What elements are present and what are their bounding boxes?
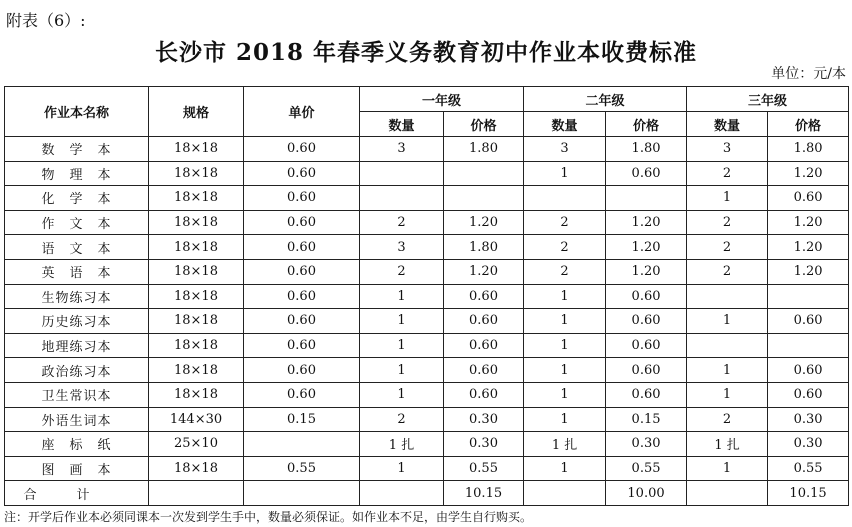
total-label: 合计 [5, 481, 149, 506]
table-row [5, 284, 849, 309]
cell-g2-price: 1.80 [606, 137, 687, 162]
cell-g3-price: 0.30 [768, 432, 849, 457]
total-g2-qty [524, 481, 606, 506]
table-row [5, 186, 849, 211]
cell-g3-price: 1.20 [768, 161, 849, 186]
cell-g2-price: 0.30 [606, 432, 687, 457]
cell-spec: 144×30 [149, 407, 244, 432]
cell-g2-price [606, 186, 687, 211]
cell-g2-qty: 1 [524, 358, 606, 383]
cell-g3-qty: 1 [687, 186, 768, 211]
cell-spec: 18×18 [149, 186, 244, 211]
cell-spec: 18×18 [149, 137, 244, 162]
total-unit-price [244, 481, 360, 506]
cell-g1-price: 0.60 [444, 333, 524, 358]
cell-unit-price: 0.60 [244, 382, 360, 407]
cell-name: 图 画 本 [5, 456, 149, 481]
cell-g1-qty: 2 [360, 210, 444, 235]
cell-g1-price: 0.60 [444, 284, 524, 309]
cell-g2-price: 0.60 [606, 284, 687, 309]
cell-g2-price: 1.20 [606, 235, 687, 260]
cell-g1-qty [360, 186, 444, 211]
cell-g1-qty: 2 [360, 259, 444, 284]
cell-g3-price [768, 333, 849, 358]
cell-g1-qty: 1 [360, 382, 444, 407]
header-spec: 规格 [149, 87, 244, 137]
table-row [5, 309, 849, 334]
header-g3-qty: 数量 [687, 112, 768, 137]
header-name: 作业本名称 [5, 87, 149, 137]
header-g3-price: 价格 [768, 112, 849, 137]
cell-g1-price [444, 186, 524, 211]
total-g3-qty [687, 481, 768, 506]
cell-g3-price: 1.80 [768, 137, 849, 162]
total-g1-price: 10.15 [444, 481, 524, 506]
cell-unit-price: 0.60 [244, 161, 360, 186]
cell-name: 政治练习本 [5, 358, 149, 383]
cell-g3-qty: 3 [687, 137, 768, 162]
cell-g2-qty: 1 [524, 309, 606, 334]
cell-name: 卫生常识本 [5, 382, 149, 407]
cell-g1-qty: 3 [360, 137, 444, 162]
cell-g2-price: 0.60 [606, 309, 687, 334]
cell-g2-price: 0.60 [606, 161, 687, 186]
cell-g1-qty: 1 扎 [360, 432, 444, 457]
cell-g3-price: 0.60 [768, 358, 849, 383]
cell-g1-price: 1.20 [444, 210, 524, 235]
cell-g1-price: 1.80 [444, 137, 524, 162]
cell-g3-price: 0.30 [768, 407, 849, 432]
table-row [5, 137, 849, 162]
cell-g1-qty: 2 [360, 407, 444, 432]
cell-g1-qty [360, 161, 444, 186]
cell-g2-price: 0.15 [606, 407, 687, 432]
cell-g1-price [444, 161, 524, 186]
cell-name: 数 学 本 [5, 137, 149, 162]
header-g2-qty: 数量 [524, 112, 606, 137]
cell-name: 外语生词本 [5, 407, 149, 432]
cell-g2-qty: 1 [524, 161, 606, 186]
cell-g3-price: 0.60 [768, 309, 849, 334]
cell-g2-qty: 3 [524, 137, 606, 162]
cell-g3-qty: 2 [687, 235, 768, 260]
cell-g1-qty: 1 [360, 333, 444, 358]
cell-g3-qty: 2 [687, 407, 768, 432]
cell-spec: 18×18 [149, 382, 244, 407]
header-g2-price: 价格 [606, 112, 687, 137]
cell-spec: 18×18 [149, 284, 244, 309]
cell-name: 英 语 本 [5, 259, 149, 284]
cell-g3-price: 0.55 [768, 456, 849, 481]
footnote: 注：开学后作业本必须同课本一次发到学生手中，数量必须保证。如作业本不足，由学生自行购买。 [4, 510, 533, 524]
cell-unit-price: 0.60 [244, 210, 360, 235]
cell-g3-qty: 2 [687, 161, 768, 186]
header-grade1: 一年级 [360, 87, 524, 112]
cell-g1-qty: 1 [360, 309, 444, 334]
appendix-label: 附表（6）: [6, 11, 86, 30]
cell-spec: 18×18 [149, 358, 244, 383]
fee-table [4, 86, 849, 506]
cell-g3-qty: 1 扎 [687, 432, 768, 457]
cell-unit-price: 0.60 [244, 235, 360, 260]
cell-g1-price: 0.30 [444, 432, 524, 457]
cell-g1-qty: 1 [360, 358, 444, 383]
cell-g2-qty: 2 [524, 259, 606, 284]
cell-g3-qty: 1 [687, 309, 768, 334]
total-g1-qty [360, 481, 444, 506]
cell-g3-qty: 1 [687, 358, 768, 383]
table-row [5, 333, 849, 358]
table-row [5, 382, 849, 407]
table-row [5, 259, 849, 284]
cell-spec: 18×18 [149, 259, 244, 284]
cell-unit-price: 0.55 [244, 456, 360, 481]
cell-unit-price [244, 432, 360, 457]
cell-g2-qty: 1 [524, 456, 606, 481]
total-g2-price: 10.00 [606, 481, 687, 506]
cell-g1-price: 0.60 [444, 382, 524, 407]
cell-g2-qty: 1 扎 [524, 432, 606, 457]
cell-g2-qty: 2 [524, 210, 606, 235]
cell-spec: 18×18 [149, 333, 244, 358]
cell-g3-qty [687, 284, 768, 309]
cell-g3-qty [687, 333, 768, 358]
document-title: 长沙市 2018 年春季义务教育初中作业本收费标准 [154, 39, 698, 66]
total-spec [149, 481, 244, 506]
cell-name: 化 学 本 [5, 186, 149, 211]
cell-g2-price: 0.60 [606, 358, 687, 383]
total-g3-price: 10.15 [768, 481, 849, 506]
cell-unit-price: 0.60 [244, 333, 360, 358]
cell-spec: 18×18 [149, 456, 244, 481]
cell-g3-qty: 2 [687, 259, 768, 284]
table-row [5, 210, 849, 235]
cell-g3-price: 1.20 [768, 235, 849, 260]
table-row [5, 235, 849, 260]
table-row [5, 456, 849, 481]
cell-g2-price: 1.20 [606, 210, 687, 235]
cell-name: 座 标 纸 [5, 432, 149, 457]
cell-unit-price: 0.60 [244, 186, 360, 211]
cell-spec: 18×18 [149, 235, 244, 260]
cell-name: 历史练习本 [5, 309, 149, 334]
cell-g2-price: 0.60 [606, 333, 687, 358]
cell-g1-qty: 1 [360, 284, 444, 309]
cell-g1-price: 0.60 [444, 309, 524, 334]
table-row [5, 407, 849, 432]
cell-g1-price: 1.20 [444, 259, 524, 284]
cell-spec: 18×18 [149, 309, 244, 334]
cell-g1-qty: 3 [360, 235, 444, 260]
unit-label: 单位：元/本 [771, 66, 846, 82]
header-unit-price: 单价 [244, 87, 360, 137]
cell-g1-price: 0.60 [444, 358, 524, 383]
cell-unit-price: 0.60 [244, 358, 360, 383]
cell-g2-qty: 1 [524, 407, 606, 432]
cell-g2-price: 0.55 [606, 456, 687, 481]
cell-name: 物 理 本 [5, 161, 149, 186]
cell-g2-price: 1.20 [606, 259, 687, 284]
cell-name: 地理练习本 [5, 333, 149, 358]
cell-g2-qty: 1 [524, 382, 606, 407]
table-row [5, 432, 849, 457]
cell-g3-price: 0.60 [768, 186, 849, 211]
header-g1-price: 价格 [444, 112, 524, 137]
cell-name: 生物练习本 [5, 284, 149, 309]
header-grade2: 二年级 [524, 87, 687, 112]
cell-unit-price: 0.60 [244, 284, 360, 309]
cell-g2-qty [524, 186, 606, 211]
table-row [5, 161, 849, 186]
table-body [5, 137, 849, 481]
cell-spec: 25×10 [149, 432, 244, 457]
cell-unit-price: 0.60 [244, 309, 360, 334]
cell-unit-price: 0.60 [244, 259, 360, 284]
cell-unit-price: 0.60 [244, 137, 360, 162]
cell-spec: 18×18 [149, 161, 244, 186]
table-row [5, 358, 849, 383]
cell-g2-qty: 1 [524, 284, 606, 309]
cell-g3-price [768, 284, 849, 309]
cell-g3-qty: 2 [687, 210, 768, 235]
cell-g2-price: 0.60 [606, 382, 687, 407]
cell-g1-qty: 1 [360, 456, 444, 481]
cell-g1-price: 0.55 [444, 456, 524, 481]
cell-g1-price: 0.30 [444, 407, 524, 432]
cell-unit-price: 0.15 [244, 407, 360, 432]
cell-g1-price: 1.80 [444, 235, 524, 260]
header-grade3: 三年级 [687, 87, 849, 112]
cell-g3-price: 0.60 [768, 382, 849, 407]
cell-g3-price: 1.20 [768, 259, 849, 284]
cell-g3-qty: 1 [687, 382, 768, 407]
cell-name: 作 文 本 [5, 210, 149, 235]
cell-g3-price: 1.20 [768, 210, 849, 235]
cell-g3-qty: 1 [687, 456, 768, 481]
cell-name: 语 文 本 [5, 235, 149, 260]
cell-g2-qty: 2 [524, 235, 606, 260]
total-row [5, 481, 849, 506]
header-g1-qty: 数量 [360, 112, 444, 137]
cell-spec: 18×18 [149, 210, 244, 235]
cell-g2-qty: 1 [524, 333, 606, 358]
